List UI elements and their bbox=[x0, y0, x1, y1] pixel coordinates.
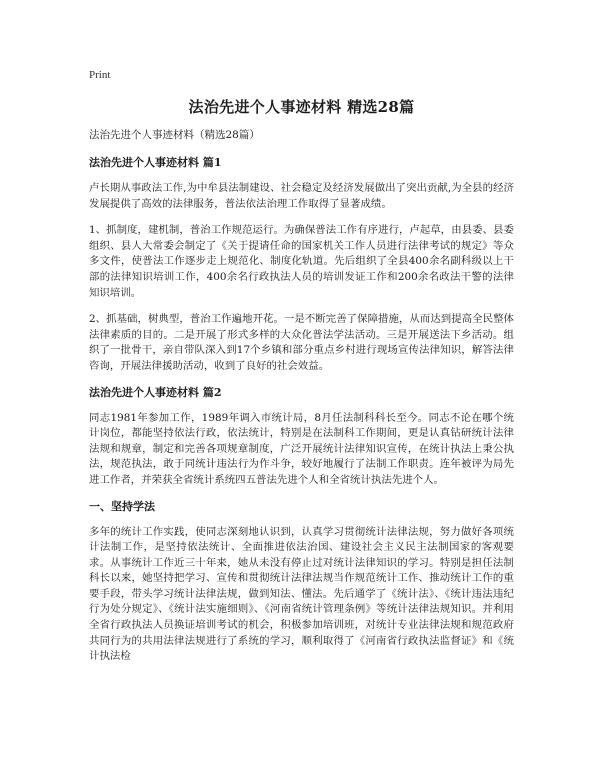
paragraph: 卢长期从事政法工作,为中牟县法制建设、社会稳定及经济发展做出了突出贡献,为全县的经济发展提供了高效的法律服务，普法依法治理工作取得了显著成绩。 bbox=[89, 182, 514, 210]
page-title: 法治先进个人事迹材料 精选28篇 bbox=[188, 98, 415, 116]
document-subtitle: 法治先进个人事迹材料（精选28篇） bbox=[89, 129, 260, 141]
paragraph: 同志1981年参加工作，1989年调入市统计局，8月任法制科科长至今。同志不论在哪个统计岗位，都能坚持依法行政，依法统计，特别是在法制科工作期间，更是认真钻研统计法律法规和规章，制定和完善各项规章制度，广泛开展统计法律知识宣传，在统计执法上秉公执法，规范执法，敢于同统计违法行为作斗争，较好地履行了法制工作职责。连年被评为局先进工作者，并荣获全省统计系统四五普法先进个人和全省统计执法先进个人。 bbox=[89, 411, 514, 486]
section-heading-3: 一、坚持学法 bbox=[89, 499, 155, 513]
paragraph: 1、抓制度，建机制，普治工作规范运行。为确保普法工作有序进行，卢起草，由县委、县委组织、县人大常委会制定了《关于提请任命的国家机关工作人员进行法律考试的规定》等众多文件，使普法工作逐步走上规范化、制度化轨道。先后组织了全县400余名副科级以上干部的法律知识培训工作，400余名行政执法人员的培训发证工作和200余名政法干警的法律知识培训。 bbox=[89, 224, 514, 299]
print-link[interactable]: Print bbox=[89, 69, 111, 81]
paragraph: 多年的统计工作实践，使同志深刻地认识到，认真学习贯彻统计法律法规，努力做好各项统计法制工作，是坚持依法统计、全面推进依法治国、建设社会主义民主法制国家的客观要求。从事统计工作近三十年来，她从未没有停止过对统计法律知识的学习。特别是担任法制科长以来，她坚持把学习、宣传和贯彻统计法律法规当作规范统计工作、推动统计工作的重要手段，带头学习统计法律法规，做到知法、懂法。先后通学了《统计法》、《统计违法违纪行为处分规定》、《统计法实施细则》、《河南省统计管理条例》等统计法律法规知识。并利用全省行政执法人员换证培训考试的机会，积极参加培训班，对统计专业法律法规和规范政府共同行为的共用法律法规进行了系统的学习，顺利取得了《河南省行政执法监督证》和《统计执法检 bbox=[89, 525, 514, 663]
paragraph: 2、抓基础，树典型，普治工作遍地开花。一是不断完善了保障措施，从而达到提高全民整体法律素质的目的。二是开展了形式多样的大众化普法学法活动。三是开展送法下乡活动。组织了一批骨干，亲自带队深入到17个乡镇和部分重点乡村进行现场宣传法律知识，解答法律咨询，开展法律援助活动，收到了良好的社会效益。 bbox=[89, 313, 514, 372]
document-page bbox=[89, 68, 514, 675]
section-heading-1: 法治先进个人事迹材料 篇1 bbox=[89, 156, 222, 169]
section-heading-2: 法治先进个人事迹材料 篇2 bbox=[89, 385, 222, 399]
